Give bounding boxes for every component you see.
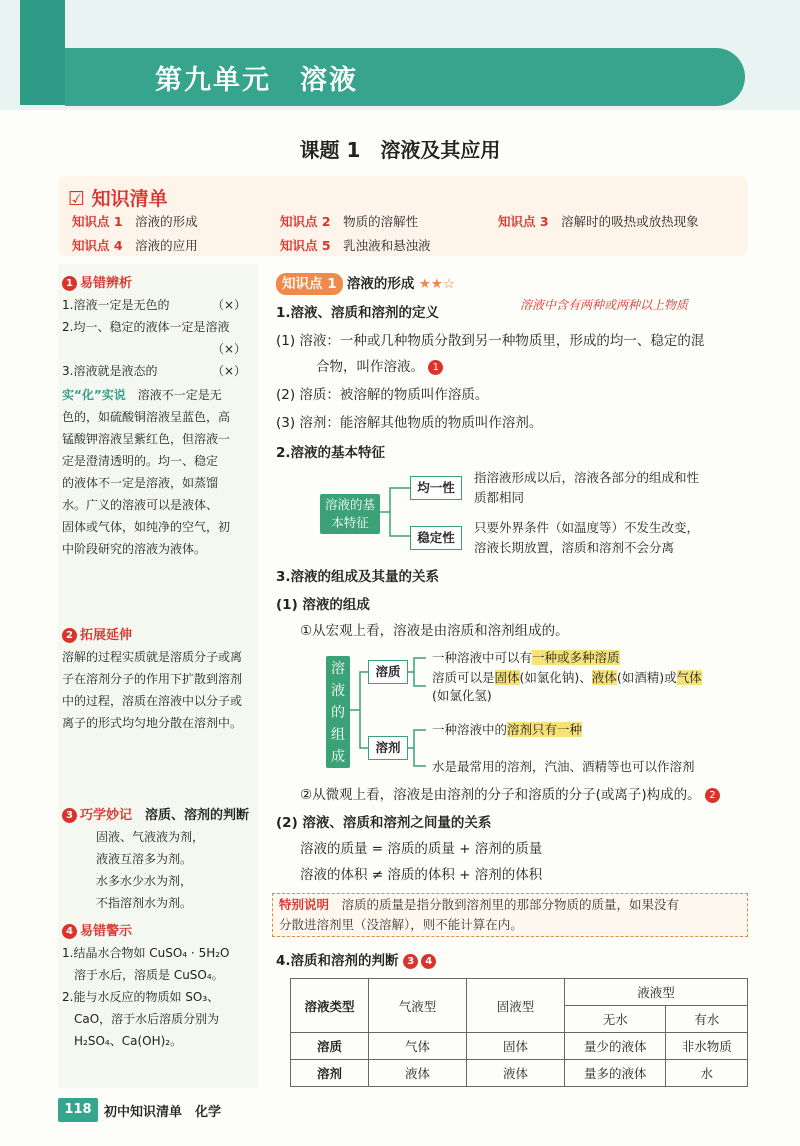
feature-root: 溶液的基本特征 bbox=[320, 494, 380, 534]
side-heading-4: 4 易错警示 bbox=[62, 920, 132, 939]
comp-desc: 一种溶液中可以有一种或多种溶质 bbox=[432, 650, 620, 665]
table-header: 溶液类型 bbox=[291, 979, 369, 1033]
composition-text: ①从宏观上看，溶液是由溶质和溶剂组成的。 bbox=[300, 623, 569, 639]
side-item: 3.溶液就是液态的 （×） bbox=[62, 364, 246, 378]
knowledge-list-heading: ☑ 知识清单 bbox=[68, 188, 168, 210]
comp-root: 溶液的组成 bbox=[326, 656, 350, 768]
side-item: 2.均一、稳定的液体一定是溶液 bbox=[62, 320, 230, 334]
sub-heading: (2) 溶液、溶质和溶剂之间量的关系 bbox=[276, 815, 492, 831]
table-row: 溶剂 液体 液体 量多的液体 水 bbox=[291, 1060, 748, 1087]
knowledge-list bbox=[58, 176, 748, 256]
side-heading-3: 3 巧学妙记 溶质、溶剂的判断 bbox=[62, 804, 249, 823]
annotation: 溶液中含有两种或两种以上物质 bbox=[520, 298, 689, 312]
sidebar bbox=[58, 264, 258, 1088]
side-heading-1: 1 易错辨析 bbox=[62, 272, 132, 291]
side-body: 固液、气液液为剂， 液液互溶多为剂。 水多水少水为剂， 不指溶剂水为剂。 bbox=[96, 830, 205, 910]
equation: 溶液的质量 = 溶质的质量 + 溶剂的质量 bbox=[300, 841, 543, 857]
definition: (2) 溶质：被溶解的物质叫作溶质。 bbox=[276, 387, 489, 403]
kp-item: 知识点 3 溶解时的吸热或放热现象 bbox=[498, 214, 699, 229]
table-header: 无水 bbox=[565, 1006, 666, 1033]
definition: 合物，叫作溶液。 1 bbox=[316, 356, 446, 378]
side-heading-2: 2 拓展延伸 bbox=[62, 624, 132, 643]
definition: (1) 溶液：一种或几种物质分散到另一种物质里，形成的均一、稳定的混 bbox=[276, 333, 705, 349]
comp-desc: 溶质可以是固体(如氯化钠)、液体(如酒精)或气体 (如氯化氢) bbox=[432, 670, 702, 703]
feature-uniform: 均一性 bbox=[410, 476, 462, 500]
table-header: 固液型 bbox=[467, 979, 565, 1033]
kp-item: 知识点 4 溶液的应用 bbox=[72, 238, 198, 253]
kp-item: 知识点 2 物质的溶解性 bbox=[280, 214, 419, 229]
comp-solvent: 溶剂 bbox=[368, 736, 408, 760]
book-title: 初中知识清单 化学 bbox=[104, 1105, 222, 1120]
side-body: 溶解的过程实质就是溶质分子或离 子在溶剂分子的作用下扩散到溶剂 中的过程，溶质在溶液中以分子或 离子的形式均匀地分散在溶剂中。 bbox=[62, 650, 243, 730]
comp-desc: 一种溶液中的溶剂只有一种 bbox=[432, 722, 583, 737]
table-header: 气液型 bbox=[369, 979, 467, 1033]
side-mark: （×） bbox=[211, 342, 246, 356]
header-tab bbox=[20, 0, 65, 105]
lesson-title: 课题 1 溶液及其应用 bbox=[299, 138, 501, 162]
equation: 溶液的体积 ≠ 溶质的体积 + 溶剂的体积 bbox=[300, 867, 543, 883]
table-row: 溶质 气体 固体 量少的液体 非水物质 bbox=[291, 1033, 748, 1060]
unit-band bbox=[65, 48, 745, 106]
table-header: 有水 bbox=[666, 1006, 748, 1033]
side-body: 1.结晶水合物如 CuSO₄ · 5H₂O 溶于水后，溶质是 CuSO₄。 2.能与水反应的物质如 SO₃、 CaO，溶于水后溶质分别为 H₂SO₄、Ca(OH)₂。 bbox=[62, 946, 230, 1048]
section-heading: 2.溶液的基本特征 bbox=[276, 445, 386, 461]
section-heading: 3.溶液的组成及其量的关系 bbox=[276, 569, 440, 585]
special-note: 特别说明 溶质的质量是指分散到溶剂里的那部分物质的质量，如果没有 分散进溶剂里（没溶解），则不能计算在内。 bbox=[272, 893, 748, 937]
comp-solute: 溶质 bbox=[368, 660, 408, 684]
kp-item: 知识点 5 乳浊液和悬浊液 bbox=[280, 238, 431, 253]
feature-stable: 稳定性 bbox=[410, 526, 462, 550]
section-heading: 4.溶质和溶剂的判断 3 4 bbox=[276, 950, 439, 972]
feature-desc: 指溶液形成以后，溶液各部分的组成和性 质都相同 bbox=[474, 470, 700, 505]
sub-heading: (1) 溶液的组成 bbox=[276, 597, 370, 613]
unit-header bbox=[0, 0, 800, 110]
feature-desc: 只要外界条件（如温度等）不发生改变， 溶液长期放置，溶质和溶剂不会分离 bbox=[474, 520, 700, 555]
footer bbox=[58, 1098, 258, 1124]
feature-connectors bbox=[380, 480, 410, 544]
side-body: 实“化”实说 溶液不一定是无 色的，如硫酸铜溶液呈蓝色，高 锰酸钾溶液呈紫红色，但溶液一 定是澄清透明的。均一、稳定 的液体不一定是溶液，如蒸馏 水。广义的溶液可以是液体、 固体或气体，如纯净的空气，初 中阶段研究的溶液为液体。 bbox=[62, 388, 231, 556]
kp-heading: 知识点 1 溶液的形成 ★★☆ bbox=[276, 273, 455, 295]
comp-desc: 水是最常用的溶剂，汽油、酒精等也可以作溶剂 bbox=[432, 759, 695, 774]
kp-item: 知识点 1 溶液的形成 bbox=[72, 214, 198, 229]
definition: (3) 溶剂：能溶解其他物质的物质叫作溶剂。 bbox=[276, 415, 543, 431]
page-number: 118 bbox=[58, 1098, 98, 1122]
solute-solvent-table bbox=[290, 978, 748, 1087]
composition-text: ②从微观上看，溶液是由溶剂的分子和溶质的分子(或离子)构成的。 2 bbox=[300, 784, 723, 806]
section-heading: 1.溶液、溶质和溶剂的定义 bbox=[276, 305, 440, 321]
unit-title: 第九单元 溶液 bbox=[155, 65, 358, 96]
table-header: 液液型 bbox=[565, 979, 748, 1006]
side-item: 1.溶液一定是无色的 （×） bbox=[62, 298, 246, 312]
